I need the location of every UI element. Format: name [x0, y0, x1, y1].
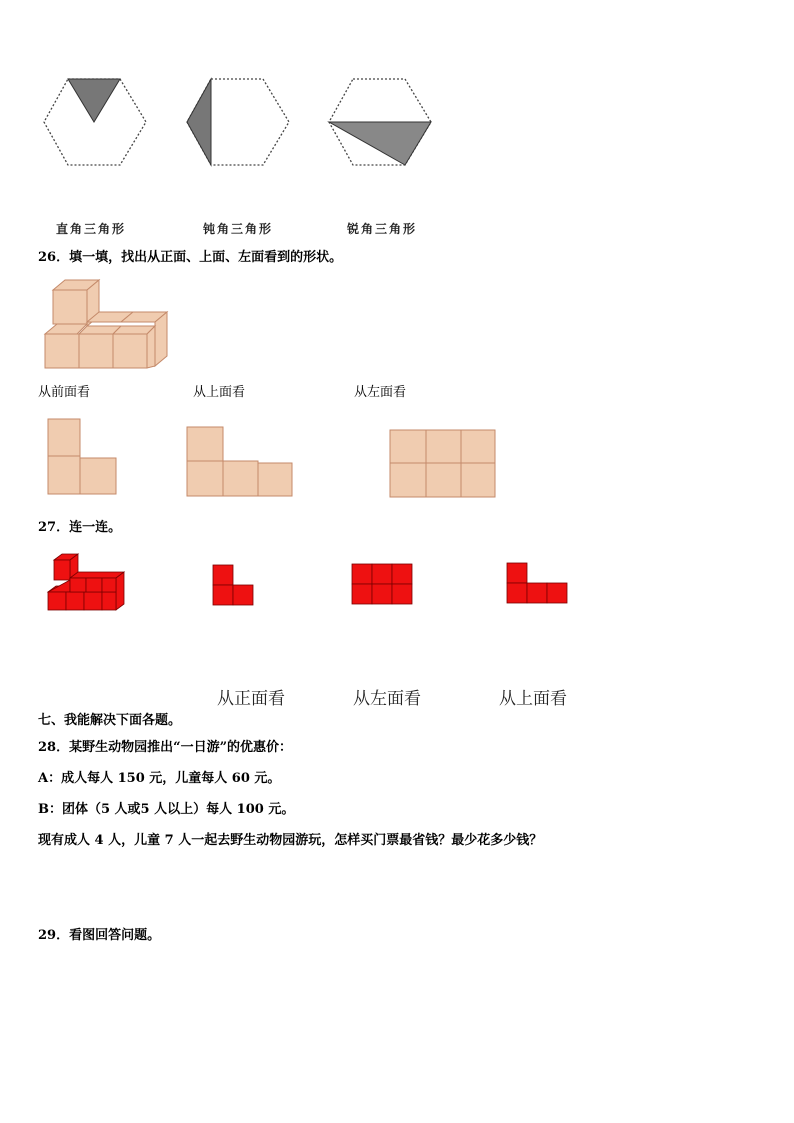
section-7-title: 七、我能解决下面各题。: [38, 713, 182, 728]
q27-red-shape-l-small: [213, 565, 255, 607]
q26-left-view-label: 从左面看: [354, 385, 407, 400]
q26-front-view-label: 从前面看: [38, 385, 91, 400]
q27-label-left: 从左面看: [353, 689, 421, 709]
q27-red-shape-rectangle: [352, 564, 414, 606]
question-28-option-a: A：成人每人 150 元，儿童每人 60 元。: [38, 771, 281, 786]
hexagon-right-triangle-figure: [40, 75, 150, 170]
question-28-option-b: B：团体（5 人或5 人以上）每人 100 元。: [38, 802, 295, 817]
hexagon-obtuse-triangle-figure: [183, 75, 293, 170]
hexagon-label-obtuse: 钝角三角形: [203, 222, 274, 236]
question-27-prompt: 27．连一连。: [38, 520, 122, 535]
q26-cube-stack-figure: [43, 278, 173, 370]
question-28-prompt: 28．某野生动物园推出“一日游”的优惠价：: [38, 740, 293, 755]
q26-top-view-label: 从上面看: [193, 385, 246, 400]
q27-label-front: 从正面看: [217, 689, 285, 709]
q27-red-cube-stack-figure: [46, 552, 126, 614]
question-26-prompt: 26．填一填，找出从正面、上面、左面看到的形状。: [38, 250, 343, 265]
hexagon-label-right: 直角三角形: [56, 222, 127, 236]
question-28-question: 现有成人 4 人，儿童 7 人一起去野生动物园游玩，怎样买门票最省钱？最少花多少钱？: [38, 833, 543, 848]
q27-label-top: 从上面看: [499, 689, 567, 709]
q26-front-view-shape: [48, 419, 118, 495]
hexagon-acute-triangle-figure: [325, 75, 435, 170]
hexagon-label-acute: 锐角三角形: [347, 222, 418, 236]
q26-top-view-shape: [187, 427, 293, 497]
q26-left-view-shape: [390, 430, 496, 498]
q27-red-shape-l-wide: [507, 563, 569, 605]
question-29-prompt: 29．看图回答问题。: [38, 928, 161, 943]
